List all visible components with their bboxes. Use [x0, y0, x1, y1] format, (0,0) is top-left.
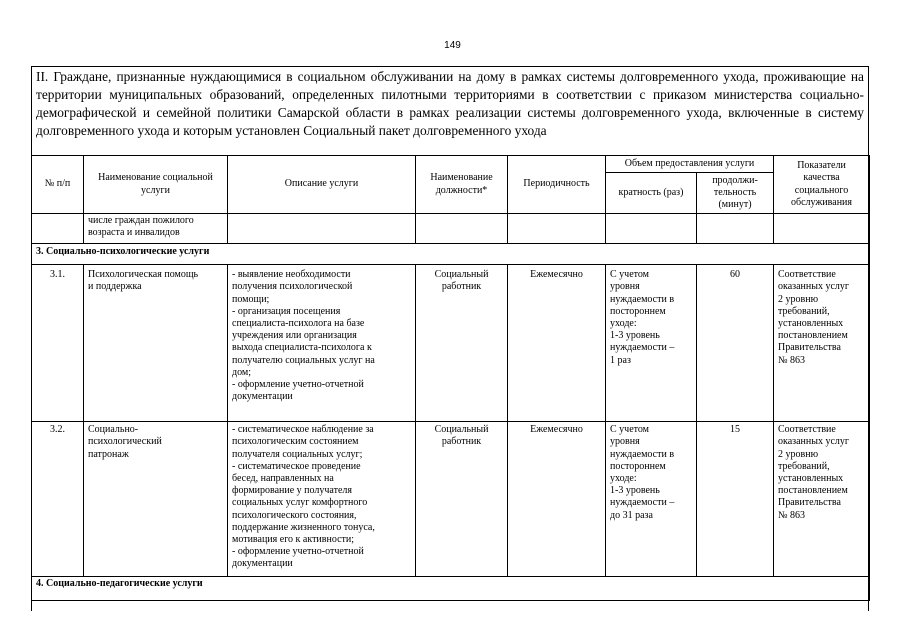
row-multiplicity: С учетом уровня нуждаемости в постороннем уходе: 1-3 уровень нуждаемости – 1 раз — [606, 265, 697, 422]
row-num: 3.1. — [32, 265, 84, 422]
row-description: - выявление необходимости получения психологической помощи; - организация посещения специалиста-психолога на базе учреждения или организация выхода специалиста-психолога к получателю социальных услуг на дом; - оформление учетно-отчетной документации — [228, 265, 416, 422]
col-header-multiplicity: кратность (раз) — [606, 173, 697, 214]
row-quality: Соответствие оказанных услуг 2 уровню требований, установленных постановлением Правительства № 863 — [774, 422, 870, 577]
row-multiplicity: С учетом уровня нуждаемости в постороннем уходе: 1-3 уровень нуждаемости – до 31 раза — [606, 422, 697, 577]
row-duration: 15 — [697, 422, 774, 577]
page-number: 149 — [444, 40, 461, 51]
document-sheet — [31, 66, 869, 611]
row-name: Психологическая помощь и поддержка — [84, 265, 228, 422]
row-description: - систематическое наблюдение за психологическим состоянием получателя социальных услуг; - систематическое проведение бесед, направленных на формирование у получателя социальных услуг комфортного психологического состояния, поддержание жизненного тонуса, мотивация его к активности; - оформление учетно-отчетной документации — [228, 422, 416, 577]
section-title: 4. Социально-педагогические услуги — [32, 577, 870, 601]
row-periodicity: Ежемесячно — [508, 265, 606, 422]
services-table — [31, 155, 870, 601]
row-position: Социальный работник — [416, 265, 508, 422]
col-header-volume: Объем предоставления услуги — [606, 156, 774, 173]
row-position: Социальный работник — [416, 422, 508, 577]
continuation-name: числе граждан пожилого возраста и инвалидов — [84, 214, 228, 244]
row-num: 3.2. — [32, 422, 84, 577]
col-header-num: № п/п — [32, 156, 84, 214]
col-header-name: Наименование социальной услуги — [84, 156, 228, 214]
table-row — [32, 422, 870, 577]
col-header-quality: Показатели качества социального обслуживания — [774, 156, 870, 214]
row-duration: 60 — [697, 265, 774, 422]
col-header-duration: продолжи-тельность (минут) — [697, 173, 774, 214]
col-header-description: Описание услуги — [228, 156, 416, 214]
col-header-periodicity: Периодичность — [508, 156, 606, 214]
row-name: Социально- психологический патронаж — [84, 422, 228, 577]
row-periodicity: Ежемесячно — [508, 422, 606, 577]
section-row — [32, 244, 870, 265]
section-title: 3. Социально-психологические услуги — [32, 244, 870, 265]
col-header-position: Наименование должности* — [416, 156, 508, 214]
row-quality: Соответствие оказанных услуг 2 уровню требований, установленных постановлением Правительства № 863 — [774, 265, 870, 422]
section-row — [32, 577, 870, 601]
category-heading: II. Граждане, признанные нуждающимися в социальном обслуживании на дому в рамках системы долговременного ухода, проживающие на территории муниципальных образований, определенных пилотными территориями в соответствии с приказом министерства социально-демографической и семейной политики Самарской области в рамках реализации системы долговременного ухода, включенные в систему долговременного ухода и которым установлен Социальный пакет долговременного ухода — [36, 69, 864, 138]
table-row-continuation — [32, 214, 870, 244]
table-row — [32, 265, 870, 422]
